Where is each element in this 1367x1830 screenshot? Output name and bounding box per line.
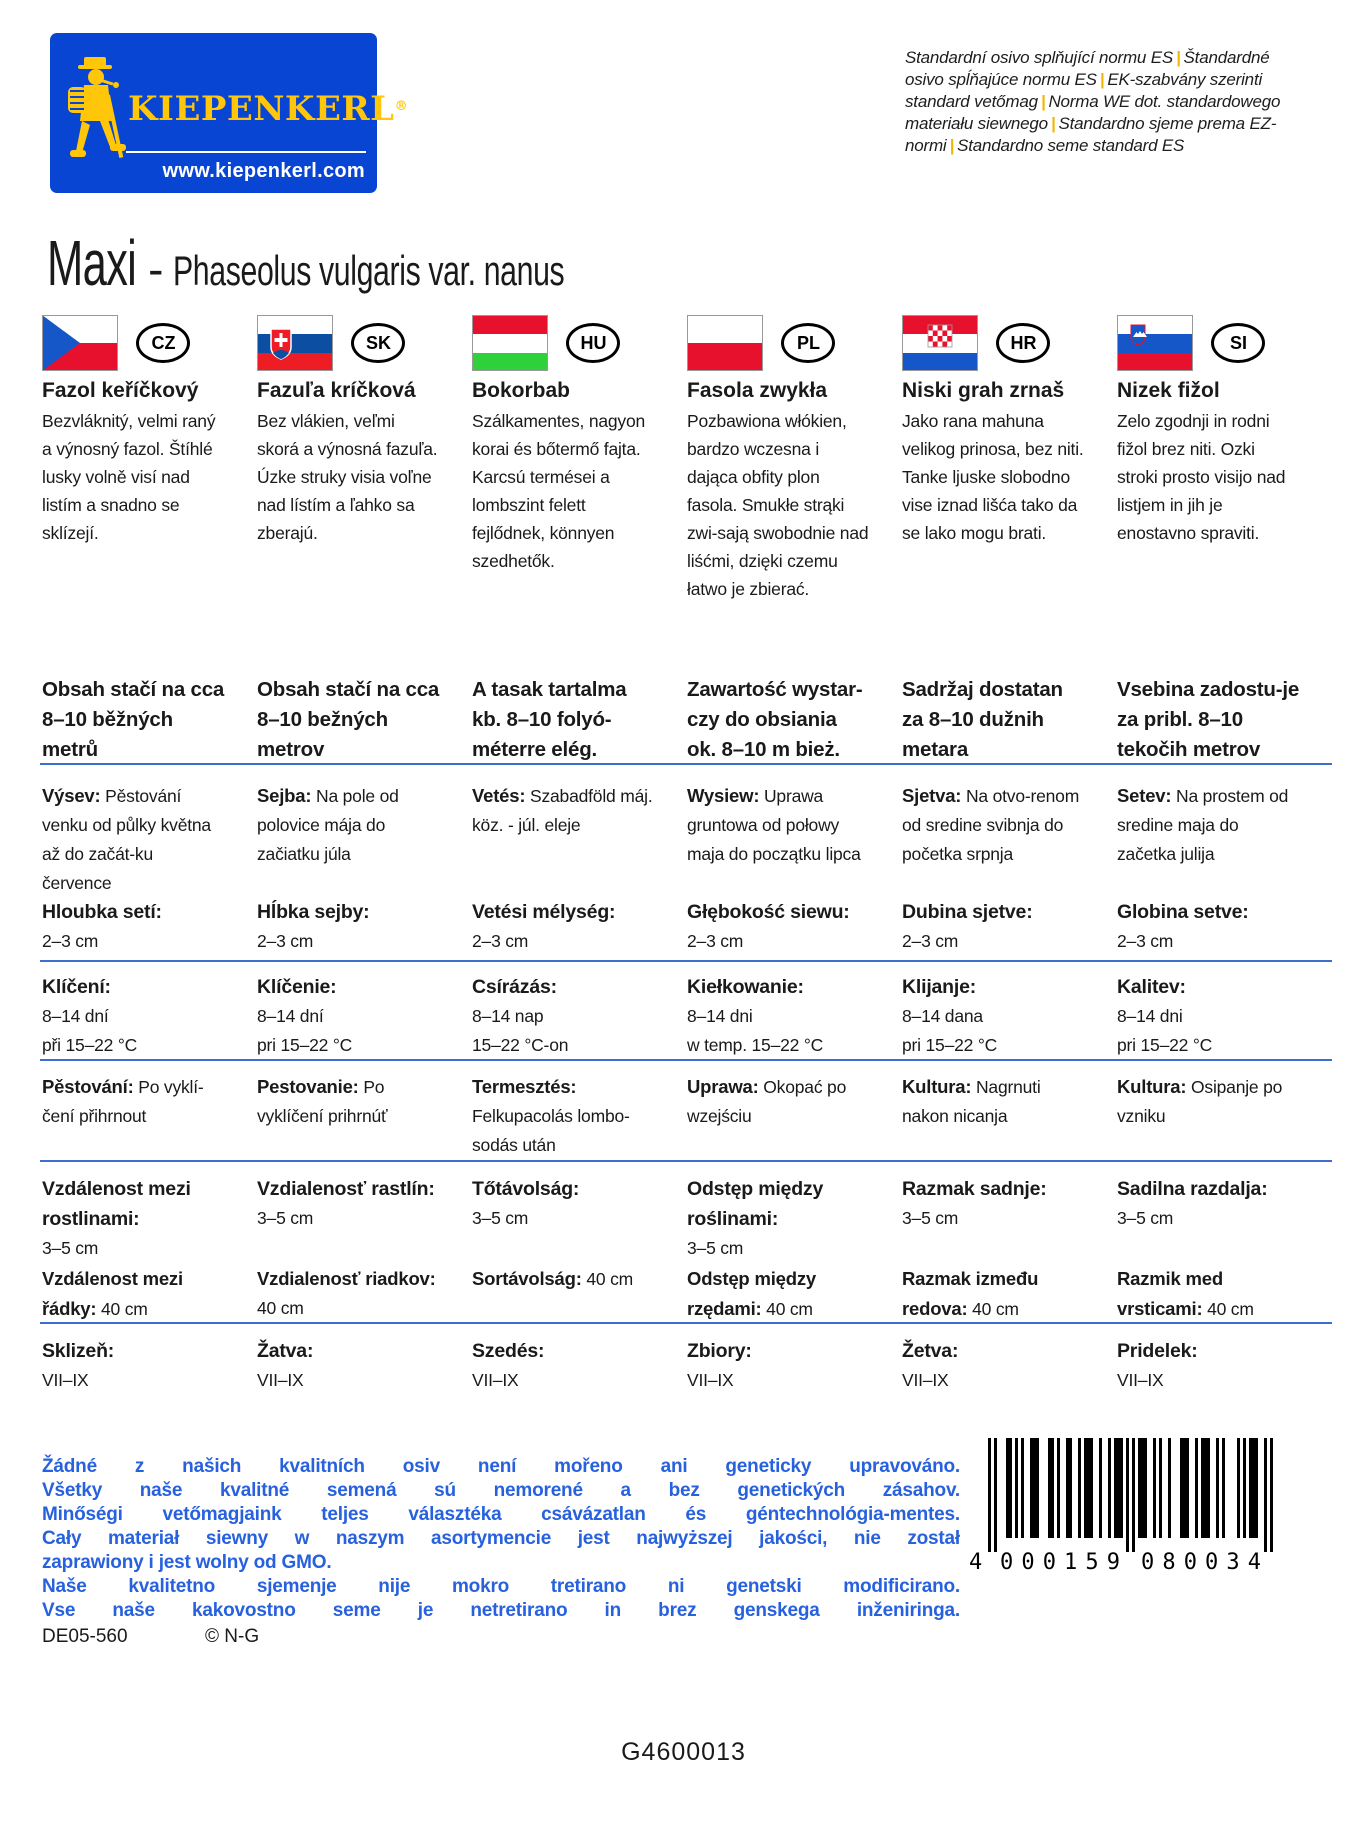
separator-pipe: | bbox=[1040, 92, 1046, 111]
hr-flag-icon bbox=[902, 315, 978, 371]
plant-spacing: Vzdialenosť rastlín: 3–5 cm bbox=[257, 1178, 435, 1228]
variety-description: Pozbawiona włókien, bardzo wczesna i dająca obfity plon fasola. Smukłe strąki zwi-sają swobodnie nad liśćmi, dzięki czemu łatwo je zbierać. bbox=[687, 411, 869, 599]
flag-row bbox=[257, 315, 440, 375]
variety-name: Fazol keříčkový bbox=[42, 379, 199, 402]
section-divider bbox=[40, 960, 1332, 962]
section-divider bbox=[40, 1160, 1332, 1162]
sowing-info: Setev: Na prostem od sredine maja do začetka julija bbox=[1117, 785, 1289, 864]
cultivation-info: Pěstování: Po vyklí-čení přihrnout bbox=[42, 1076, 204, 1126]
sowing-depth: Hloubka setí: 2–3 cm bbox=[42, 901, 162, 951]
germination-info: Csírázás: 8–14 nap 15–22 °C-on bbox=[472, 976, 569, 1055]
page-title bbox=[47, 226, 717, 300]
flag-row bbox=[472, 315, 655, 375]
germination-info: Kalitev: 8–14 dni pri 15–22 °C bbox=[1117, 976, 1213, 1055]
germination-info: Klíčenie: 8–14 dní pri 15–22 °C bbox=[257, 976, 353, 1055]
row-spacing: Odstęp między rzędami: 40 cm bbox=[687, 1268, 816, 1319]
row-spacing: Razmak između redova: 40 cm bbox=[902, 1268, 1039, 1319]
flag-row bbox=[902, 315, 1085, 375]
variety-description: Bez vlákien, veľmi skorá a výnosná fazuľa. Úzke struky visia voľne nad lístím a ľahko sa zberajú. bbox=[257, 411, 438, 543]
sowing-depth: Globina setve: 2–3 cm bbox=[1117, 901, 1249, 951]
pl-code-badge: PL bbox=[781, 323, 835, 363]
sowing-info: Výsev: Pěstování venku od půlky května až do začát-ku července bbox=[42, 785, 211, 893]
germination-info: Kiełkowanie: 8–14 dni w temp. 15–22 °C bbox=[687, 976, 824, 1055]
sowing-depth: Vetési mélység: 2–3 cm bbox=[472, 901, 616, 951]
sowing-info: Vetés: Szabadföld máj. köz. - júl. eleje bbox=[472, 785, 653, 835]
variety-name: Fazuľa kríčková bbox=[257, 379, 416, 402]
variety-name: Bokorbab bbox=[472, 379, 571, 402]
content-note: A tasak tartalma kb. 8–10 folyó-méterre elég. bbox=[472, 678, 627, 761]
variety-description: Jako rana mahuna velikog prinosa, bez niti. Tanke ljuske slobodno vise iznad lišća tako da se lako mogu brati. bbox=[902, 411, 1084, 543]
gmo-line: Cały materiał siewny w naszym asortymencie jest najwyższej jakości, nie został bbox=[42, 1528, 960, 1549]
pl-flag-icon bbox=[687, 315, 763, 371]
content-note: Zawartość wystar-czy do obsiania ok. 8–10 m bież. bbox=[687, 678, 863, 761]
plant-spacing: Tőtávolság: 3–5 cm bbox=[472, 1178, 580, 1228]
sowing-info: Sjetva: Na otvo-renom od sredine svibnja do početka srpnja bbox=[902, 785, 1080, 864]
separator-pipe: | bbox=[1099, 70, 1105, 89]
hr-code-badge: HR bbox=[996, 323, 1050, 363]
gmo-line: zaprawiony i jest wolny od GMO. bbox=[42, 1552, 332, 1573]
article-code: DE05-560 bbox=[42, 1626, 128, 1647]
variety-name: Niski grah zrnaš bbox=[902, 379, 1065, 402]
sowing-depth: Dubina sjetve: 2–3 cm bbox=[902, 901, 1033, 951]
separator-pipe: | bbox=[1050, 114, 1056, 133]
row-spacing: Razmik med vrsticami: 40 cm bbox=[1117, 1268, 1254, 1319]
svg-text:080034: 080034 bbox=[1141, 1550, 1261, 1575]
content-note: Obsah stačí na cca 8–10 bežných metrov bbox=[257, 678, 440, 761]
variety-description: Zelo zgodnji in rodni fižol brez niti. Ozki stroki prosto visijo nad listjem in jih je enostavno spraviti. bbox=[1117, 411, 1286, 543]
plant-spacing: Vzdálenost mezi rostlinami: 3–5 cm bbox=[42, 1178, 191, 1258]
logo-divider bbox=[126, 151, 366, 153]
standards-segment: Standardno seme standard ES bbox=[957, 136, 1185, 155]
gmo-line: Minőségi vetőmagjaink teljes választéka csávázatlan és géntechnológia-mentes. bbox=[42, 1504, 960, 1525]
botanical-name: Phaseolus vulgaris var. nanus bbox=[173, 247, 565, 294]
brand-url: www.kiepenkerl.com bbox=[162, 160, 365, 182]
harvest-info: Szedés: VII–IX bbox=[472, 1340, 545, 1390]
harvest-info: Žatva: VII–IX bbox=[257, 1340, 314, 1390]
kiepenkerl-logo bbox=[50, 33, 409, 193]
kiepenkerl-mascot-icon bbox=[66, 55, 128, 178]
harvest-info: Pridelek: VII–IX bbox=[1117, 1340, 1198, 1390]
separator-pipe: | bbox=[949, 136, 955, 155]
sowing-info: Wysiew: Uprawa gruntowa od połowy maja do początku lipca bbox=[687, 785, 861, 864]
svg-text:4: 4 bbox=[969, 1550, 983, 1575]
sowing-depth: Hĺbka sejby: 2–3 cm bbox=[257, 901, 370, 951]
gmo-line: Naše kvalitetno sjemenje nije mokro tretirano ni genetski modificirano. bbox=[42, 1576, 960, 1597]
gmo-line: Vse naše kakovostno seme je netretirano in brez genskega inženiringa. bbox=[42, 1600, 960, 1621]
standards-segment: Štandardné osivo spĺňajúce normu ES bbox=[905, 48, 1270, 89]
variety-description: Szálkamentes, nagyon korai és bőtermő fajta. Karcsú termései a lombszint felett fejlődnek, könnyen szedhetők. bbox=[472, 411, 646, 571]
hu-code-badge: HU bbox=[566, 323, 620, 363]
brand-name: KIEPENKERL® bbox=[128, 89, 409, 129]
si-flag-icon bbox=[1117, 315, 1193, 371]
cz-flag-icon bbox=[42, 315, 118, 371]
sowing-info: Sejba: Na pole od polovice mája do začiatku júla bbox=[257, 785, 399, 864]
germination-info: Klijanje: 8–14 dana pri 15–22 °C bbox=[902, 976, 998, 1055]
cz-code-badge: CZ bbox=[136, 323, 190, 363]
plant-spacing: Odstęp między roślinami: 3–5 cm bbox=[687, 1178, 824, 1258]
variety-description: Bezvláknitý, velmi raný a výnosný fazol. Štíhlé lusky volně visí nad listím a snadno se sklízejí. bbox=[42, 411, 216, 543]
print-code: G4600013 bbox=[621, 1738, 746, 1766]
content-note: Obsah stačí na cca 8–10 běžných metrů bbox=[42, 678, 225, 761]
flag-row bbox=[687, 315, 870, 375]
cultivation-info: Kultura: Nagrnuti nakon nicanja bbox=[902, 1076, 1041, 1126]
variety-name: Nizek fižol bbox=[1117, 379, 1220, 402]
gmo-quality-note bbox=[42, 1455, 960, 1623]
cultivation-info: Uprawa: Okopać po wzejściu bbox=[687, 1076, 847, 1126]
gmo-line: Všetky naše kvalitné semená sú nemorené a bez genetických zásahov. bbox=[42, 1480, 960, 1501]
standards-segment: Standardno sjeme prema EZ-normi bbox=[905, 114, 1277, 155]
standards-segment: EK-szabvány szerinti standard vetőmag bbox=[905, 70, 1263, 111]
variety-name: Fasola zwykła bbox=[687, 379, 828, 402]
standards-note bbox=[905, 47, 1303, 157]
plant-spacing: Sadilna razdalja: 3–5 cm bbox=[1117, 1178, 1268, 1228]
ean-barcode bbox=[968, 1438, 1278, 1583]
harvest-info: Zbiory: VII–IX bbox=[687, 1340, 752, 1390]
registered-mark: ® bbox=[394, 99, 409, 114]
germination-info: Klíčení: 8–14 dní při 15–22 °C bbox=[42, 976, 138, 1055]
row-spacing: Vzdialenosť riadkov: 40 cm bbox=[257, 1268, 436, 1318]
cultivation-info: Termesztés: Felkupacolás lombo-sodás után bbox=[472, 1076, 630, 1155]
content-note: Sadržaj dostatan za 8–10 dužnih metara bbox=[902, 678, 1063, 761]
harvest-info: Sklizeň: VII–IX bbox=[42, 1340, 115, 1390]
hu-flag-icon bbox=[472, 315, 548, 371]
si-code-badge: SI bbox=[1211, 323, 1265, 363]
content-note: Vsebina zadostu-je za pribl. 8–10 tekočih metrov bbox=[1117, 678, 1300, 761]
sowing-depth: Głębokość siewu: 2–3 cm bbox=[687, 901, 850, 951]
svg-text:000159: 000159 bbox=[1000, 1550, 1120, 1575]
cultivation-info: Kultura: Osipanje po vzniku bbox=[1117, 1076, 1283, 1126]
sk-code-badge: SK bbox=[351, 323, 405, 363]
plant-spacing: Razmak sadnje: 3–5 cm bbox=[902, 1178, 1047, 1228]
standards-segment: Standardní osivo splňující normu ES bbox=[905, 48, 1173, 67]
row-spacing: Sortávolság: 40 cm bbox=[472, 1268, 633, 1289]
gmo-line: Žádné z našich kvalitních osiv není mořeno ani geneticky upravováno. bbox=[42, 1456, 960, 1477]
title-dash: - bbox=[148, 243, 164, 295]
cultivation-info: Pestovanie: Po vyklíčení prihrnúť bbox=[257, 1076, 388, 1126]
flag-row bbox=[1117, 315, 1300, 375]
sk-flag-icon bbox=[257, 315, 333, 371]
variety-title: Maxi bbox=[47, 227, 137, 299]
flag-row bbox=[42, 315, 225, 375]
separator-pipe: | bbox=[1175, 48, 1181, 67]
harvest-info: Žetva: VII–IX bbox=[902, 1340, 959, 1390]
row-spacing: Vzdálenost mezi řádky: 40 cm bbox=[42, 1268, 183, 1319]
standards-segment: Norma WE dot. standardowego materiału siewnego bbox=[905, 92, 1281, 133]
copyright-note: © N-G bbox=[205, 1626, 260, 1647]
